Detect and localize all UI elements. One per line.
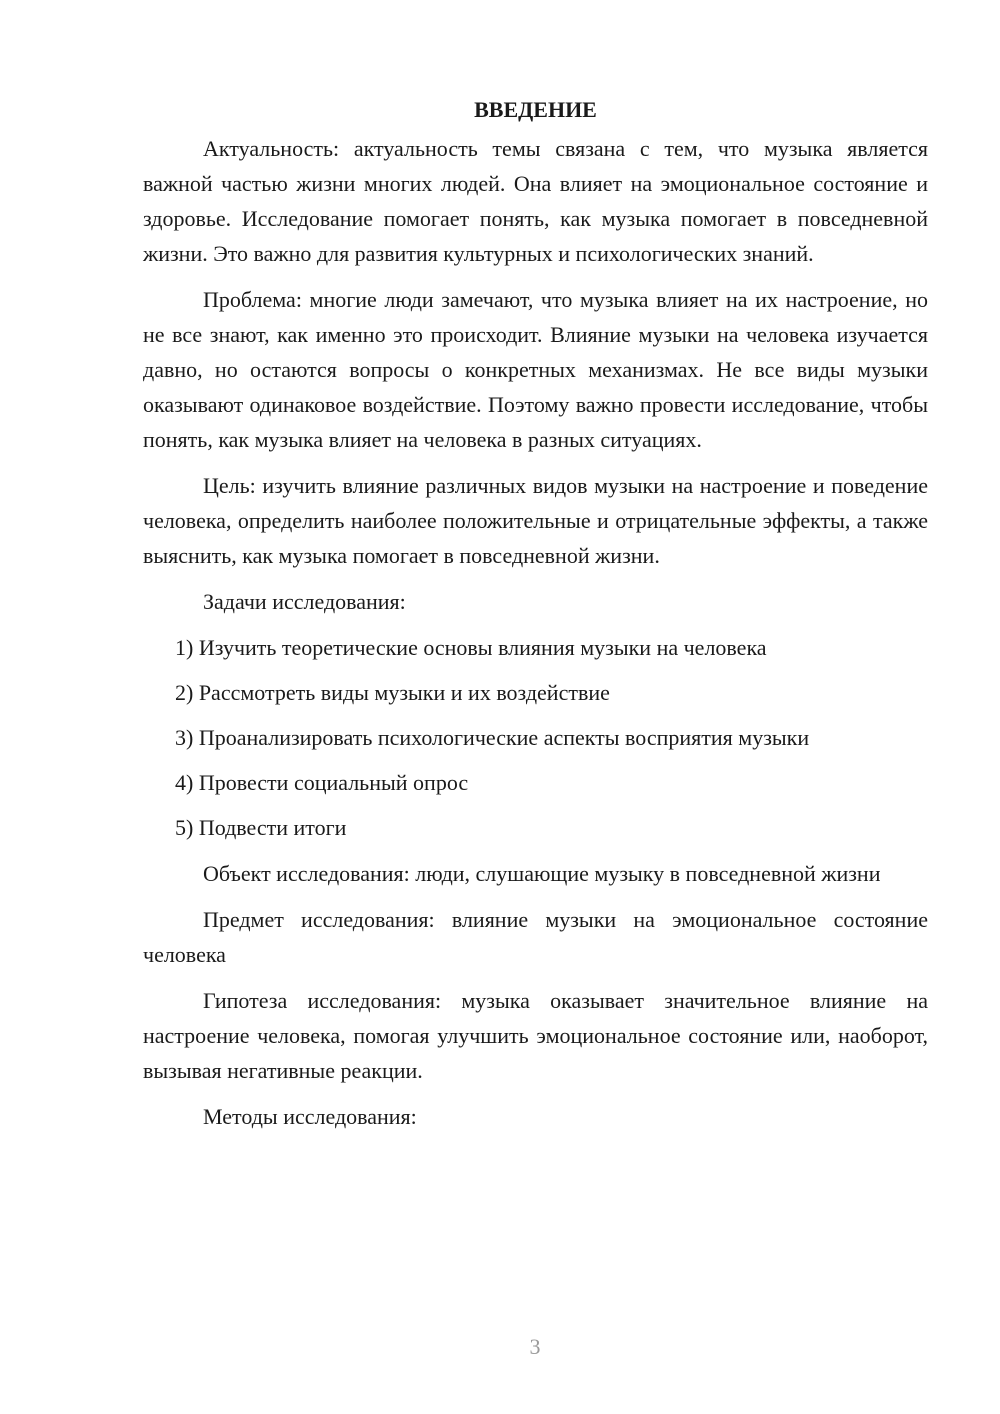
methods-heading: Методы исследования: [203,1104,417,1129]
relevance-paragraph: Актуальность: актуальность темы связана с тем, что музыка является важной частью жизни многих людей. Она влияет на эмоциональное состояние и здоровье. Исследование помогает понять, как музыка помогает в повседневной жизни. Это важно для развития культурных и психологических знаний. [143,136,928,266]
list-item: 5) Подвести итоги [175,815,347,840]
document-page [143,92,928,1145]
list-item: 2) Рассмотреть виды музыки и их воздействие [175,680,610,705]
subject-paragraph: Предмет исследования: влияние музыки на эмоциональное состояние человека [143,907,928,967]
page-number: 3 [529,1334,541,1359]
object-paragraph: Объект исследования: люди, слушающие музыку в повседневной жизни [203,861,881,886]
list-item: 1) Изучить теоретические основы влияния музыки на человека [175,635,767,660]
section-title: ВВЕДЕНИЕ [474,97,597,122]
hypothesis-paragraph: Гипотеза исследования: музыка оказывает значительное влияние на настроение человека, помогая улучшить эмоциональное состояние или, наоборот, вызывая негативные реакции. [143,988,928,1083]
goal-paragraph: Цель: изучить влияние различных видов музыки на настроение и поведение человека, определить наиболее положительные и отрицательные эффекты, а также выяснить, как музыка помогает в повседневной жизни. [143,473,928,568]
list-item: 3) Проанализировать психологические аспекты восприятия музыки [175,725,810,750]
problem-paragraph: Проблема: многие люди замечают, что музыка влияет на их настроение, но не все знают, как именно это происходит. Влияние музыки на человека изучается давно, но остаются вопросы о конкретных механизмах. Не все виды музыки оказывают одинаковое воздействие. Поэтому важно провести исследование, чтобы понять, как музыка влияет на человека в разных ситуациях. [143,287,928,452]
list-item: 4) Провести социальный опрос [175,770,469,795]
tasks-heading: Задачи исследования: [203,589,406,614]
tasks-list [143,630,928,845]
